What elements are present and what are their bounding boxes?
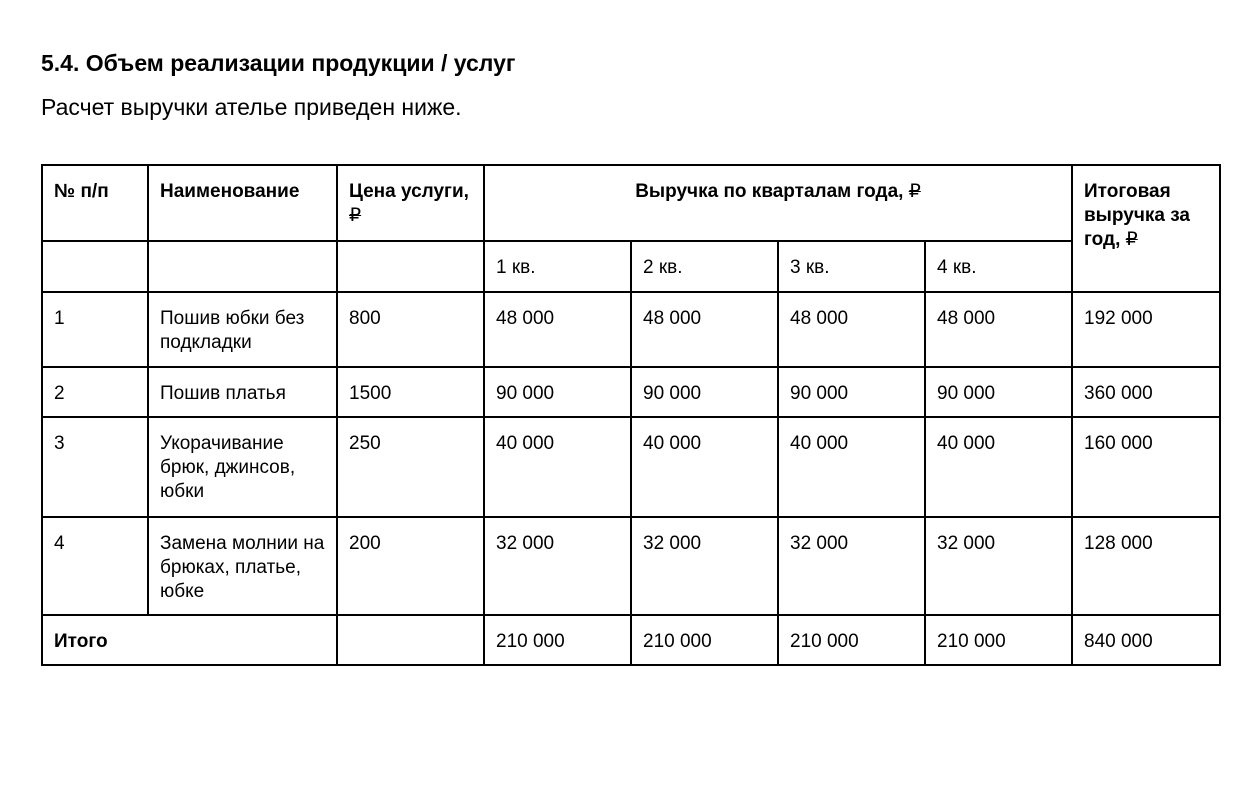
totals-q2: 210 000	[631, 615, 778, 665]
row-name: Пошив платья	[148, 367, 337, 417]
row-q2: 32 000	[631, 517, 778, 615]
totals-grand: 840 000	[1072, 615, 1220, 665]
row-total: 192 000	[1072, 292, 1220, 367]
totals-row	[42, 615, 1220, 665]
row-price: 250	[337, 417, 484, 517]
table-row	[42, 417, 1220, 517]
row-total: 128 000	[1072, 517, 1220, 615]
row-total: 360 000	[1072, 367, 1220, 417]
row-q3: 40 000	[778, 417, 925, 517]
ruble-sign: ₽	[1125, 229, 1138, 250]
row-q4: 90 000	[925, 367, 1072, 417]
revenue-table	[41, 164, 1221, 666]
header-total: Итоговая выручка за год, ₽	[1072, 165, 1220, 292]
quarter-header: 1 кв.	[484, 241, 631, 292]
totals-q1: 210 000	[484, 615, 631, 665]
totals-price	[337, 615, 484, 665]
row-q3: 48 000	[778, 292, 925, 367]
row-num: 1	[42, 292, 148, 367]
row-q1: 40 000	[484, 417, 631, 517]
header-price: Цена услуги, ₽	[337, 165, 484, 241]
row-name: Замена молнии на брюках, платье, юбке	[148, 517, 337, 615]
header-num: № п/п	[42, 165, 148, 241]
row-num: 3	[42, 417, 148, 517]
totals-q4: 210 000	[925, 615, 1072, 665]
quarter-header: 3 кв.	[778, 241, 925, 292]
header-quarters: Выручка по кварталам года, ₽	[484, 165, 1072, 241]
table-row	[42, 292, 1220, 367]
row-q4: 40 000	[925, 417, 1072, 517]
row-q3: 90 000	[778, 367, 925, 417]
section-heading: 5.4. Объем реализации продукции / услуг	[41, 50, 516, 76]
table-row	[42, 367, 1220, 417]
totals-label: Итого	[42, 615, 337, 665]
row-q2: 48 000	[631, 292, 778, 367]
ruble-sign: ₽	[908, 181, 921, 202]
row-total: 160 000	[1072, 417, 1220, 517]
row-price: 800	[337, 292, 484, 367]
empty-cell	[42, 241, 148, 292]
row-name: Укорачивание брюк, джинсов, юбки	[148, 417, 337, 517]
quarter-header: 2 кв.	[631, 241, 778, 292]
table-row	[42, 517, 1220, 615]
table-header-row	[42, 165, 1220, 241]
quarter-header: 4 кв.	[925, 241, 1072, 292]
row-name: Пошив юбки без подкладки	[148, 292, 337, 367]
empty-cell	[337, 241, 484, 292]
row-price: 1500	[337, 367, 484, 417]
row-q1: 90 000	[484, 367, 631, 417]
row-q4: 32 000	[925, 517, 1072, 615]
row-q4: 48 000	[925, 292, 1072, 367]
row-q1: 32 000	[484, 517, 631, 615]
header-name: Наименование	[148, 165, 337, 241]
row-q2: 90 000	[631, 367, 778, 417]
row-q3: 32 000	[778, 517, 925, 615]
row-q1: 48 000	[484, 292, 631, 367]
row-q2: 40 000	[631, 417, 778, 517]
row-num: 4	[42, 517, 148, 615]
table-subheader-row	[42, 241, 1220, 292]
row-num: 2	[42, 367, 148, 417]
intro-text: Расчет выручки ателье приведен ниже.	[41, 94, 462, 120]
ruble-sign: ₽	[349, 205, 362, 226]
row-price: 200	[337, 517, 484, 615]
empty-cell	[148, 241, 337, 292]
totals-q3: 210 000	[778, 615, 925, 665]
